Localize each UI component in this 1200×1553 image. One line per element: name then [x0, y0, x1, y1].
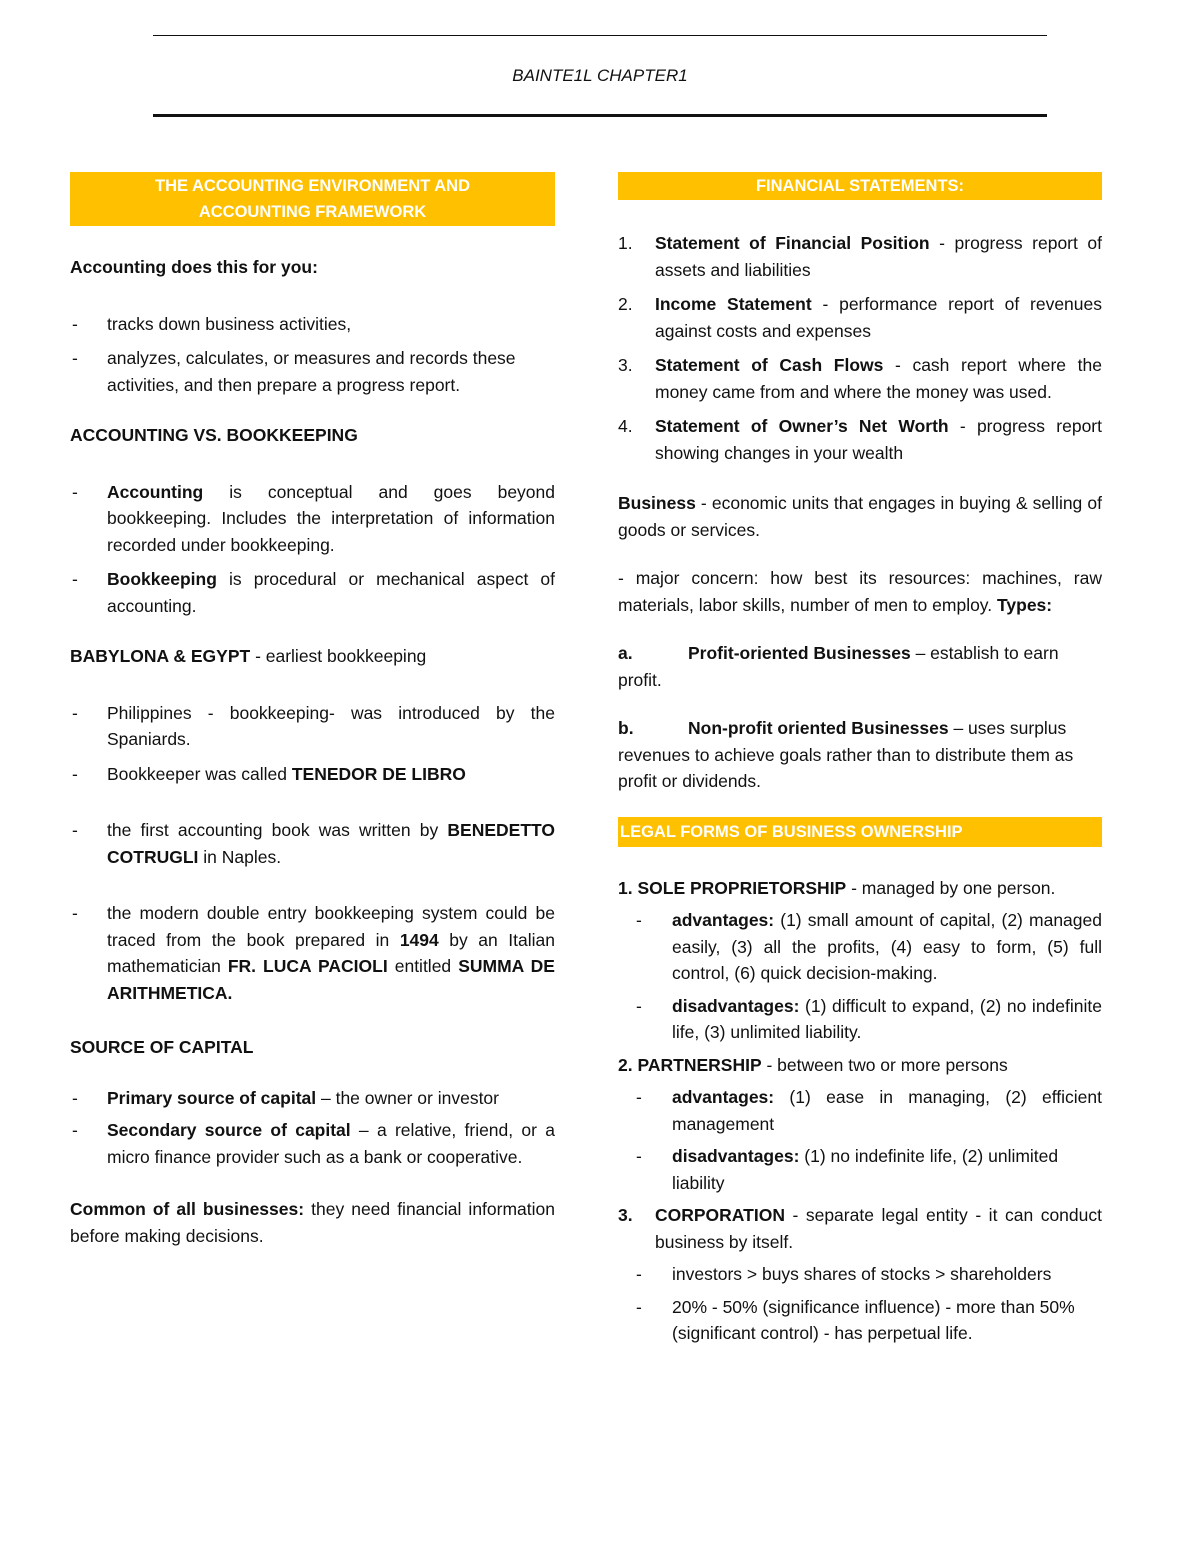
- type-b: b. Non-profit oriented Businesses – uses surplus revenues to achieve goals rather than to distribute them as profit or dividends.: [618, 718, 1074, 791]
- list-item: - Bookkeeping is procedural or mechanical aspect of accounting.: [70, 566, 555, 619]
- list-item: 2. Income Statement - performance report of revenues against costs and expenses: [618, 294, 1103, 341]
- list-item: - Primary source of capital – the owner or investor: [70, 1085, 555, 1112]
- list-item: - 20% - 50% (significance influence) - more than 50% (significant control) - has perpetual life.: [618, 1294, 1102, 1347]
- list-item: - Accounting is conceptual and goes beyond bookkeeping. Includes the interpretation of information recorded under bookkeeping.: [70, 479, 555, 559]
- type-a: a. Profit-oriented Businesses – establish to earn profit.: [618, 643, 1059, 690]
- header-top-rule: [153, 35, 1047, 36]
- corporation: 3. CORPORATION - separate legal entity - it can conduct business by itself.: [618, 1205, 1102, 1252]
- page-header-title: BAINTE1L CHAPTER1: [512, 66, 688, 85]
- section-banner-financial-statements: FINANCIAL STATEMENTS:: [618, 172, 1102, 200]
- list-item: 3. Statement of Cash Flows - cash report where the money came from and where the money was used.: [618, 355, 1102, 402]
- partnership: 2. PARTNERSHIP - between two or more persons: [618, 1054, 1008, 1075]
- list-item: 1. Statement of Financial Position - progress report of assets and liabilities: [618, 233, 1103, 280]
- list-item: - advantages: (1) small amount of capital, (2) managed easily, (3) all the profits, (4) easy to form, (5) full control, (6) quick decision-making.: [618, 907, 1102, 987]
- list-item: - the first accounting book was written by BENEDETTO COTRUGLI in Naples.: [70, 817, 555, 870]
- list-item: - tracks down business activities,: [70, 311, 555, 338]
- business-definition: Business - economic units that engages in buying & selling of goods or services.: [618, 493, 1102, 540]
- list-item: - advantages: (1) ease in managing, (2) efficient management: [618, 1084, 1102, 1137]
- babylon-line: BABYLONA & EGYPT - earliest bookkeeping: [70, 646, 427, 666]
- list-item: - Bookkeeper was called TENEDOR DE LIBRO: [70, 761, 555, 788]
- common-line: Common of all businesses: they need financial information before making decisions.: [70, 1199, 556, 1246]
- list-item: - analyzes, calculates, or measures and records these activities, and then prepare a progress report.: [70, 345, 555, 398]
- vs-heading: ACCOUNTING VS. BOOKKEEPING: [70, 425, 358, 445]
- list-item: - investors > buys shares of stocks > shareholders: [618, 1261, 1102, 1288]
- list-item: 4. Statement of Owner’s Net Worth - progress report showing changes in your wealth: [618, 416, 1102, 463]
- list-item: - disadvantages: (1) difficult to expand, (2) no indefinite life, (3) unlimited liability.: [618, 993, 1102, 1046]
- left-column: [70, 172, 555, 1249]
- concern-line: - major concern: how best its resources: machines, raw materials, labor skills, number of men to employ. Types:: [618, 568, 1102, 615]
- does-heading: Accounting does this for you:: [70, 257, 318, 277]
- header-bottom-rule: [153, 114, 1047, 117]
- list-item: - the modern double entry bookkeeping system could be traced from the book prepared in 1494 by an Italian mathematician FR. LUCA PACIOLI entitled SUMMA DE ARITHMETICA.: [70, 900, 555, 1006]
- section-banner-accounting-environment: THE ACCOUNTING ENVIRONMENT AND ACCOUNTING FRAMEWORK: [70, 172, 555, 226]
- sole-proprietorship: 1. SOLE PROPRIETORSHIP - managed by one person.: [618, 877, 1056, 898]
- capital-heading: SOURCE OF CAPITAL: [70, 1037, 254, 1057]
- list-item: - Philippines - bookkeeping- was introduced by the Spaniards.: [70, 700, 555, 753]
- right-column: [618, 172, 1102, 1347]
- section-banner-legal-forms: LEGAL FORMS OF BUSINESS OWNERSHIP: [618, 817, 1102, 847]
- list-item: - disadvantages: (1) no indefinite life, (2) unlimited liability: [618, 1143, 1102, 1196]
- list-item: - Secondary source of capital – a relative, friend, or a micro finance provider such as a bank or cooperative.: [70, 1117, 555, 1170]
